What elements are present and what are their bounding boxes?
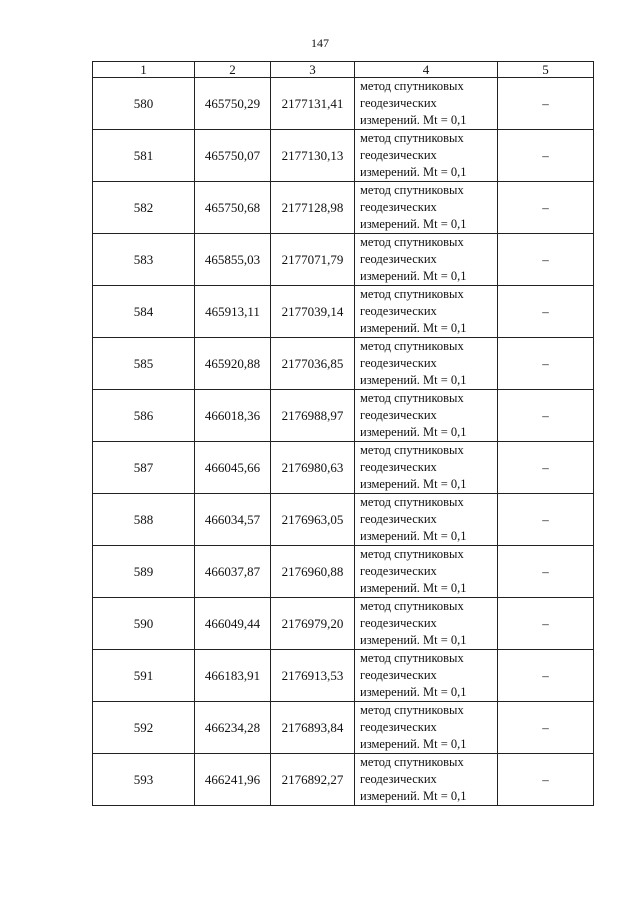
- x-coordinate-cell: 466018,36: [195, 390, 271, 442]
- method-cell: [355, 598, 498, 650]
- point-number-cell: 586: [93, 390, 195, 442]
- y-coordinate-cell: 2176979,20: [271, 598, 355, 650]
- y-coordinate-cell: 2176893,84: [271, 702, 355, 754]
- note-cell: –: [498, 182, 594, 234]
- header-col-3: 3: [271, 62, 355, 78]
- header-col-4: 4: [355, 62, 498, 78]
- x-coordinate-cell: 466034,57: [195, 494, 271, 546]
- method-text-line: измерений. Mt = 0,1: [360, 789, 467, 803]
- method-text-line: измерений. Mt = 0,1: [360, 425, 467, 439]
- y-coordinate-cell: 2176988,97: [271, 390, 355, 442]
- method-text-line: геодезических: [360, 408, 437, 422]
- x-coordinate-cell: 465855,03: [195, 234, 271, 286]
- method-text-line: измерений. Mt = 0,1: [360, 113, 467, 127]
- method-text-line: геодезических: [360, 460, 437, 474]
- method-cell: [355, 546, 498, 598]
- table-row: [93, 546, 594, 598]
- method-text-line: геодезических: [360, 252, 437, 266]
- method-cell: [355, 78, 498, 130]
- method-cell: [355, 442, 498, 494]
- table-row: [93, 130, 594, 182]
- method-text-line: геодезических: [360, 148, 437, 162]
- point-number-cell: 587: [93, 442, 195, 494]
- x-coordinate-cell: 465750,68: [195, 182, 271, 234]
- method-text-line: метод спутниковых: [360, 339, 464, 353]
- method-text-line: измерений. Mt = 0,1: [360, 737, 467, 751]
- coordinates-table: [92, 61, 594, 806]
- note-cell: –: [498, 650, 594, 702]
- point-number-cell: 589: [93, 546, 195, 598]
- method-text-line: геодезических: [360, 356, 437, 370]
- method-text-line: измерений. Mt = 0,1: [360, 581, 467, 595]
- point-number-cell: 583: [93, 234, 195, 286]
- x-coordinate-cell: 466045,66: [195, 442, 271, 494]
- method-text-line: измерений. Mt = 0,1: [360, 217, 467, 231]
- table-row: [93, 494, 594, 546]
- method-text-line: метод спутниковых: [360, 703, 464, 717]
- method-text-line: измерений. Mt = 0,1: [360, 269, 467, 283]
- point-number-cell: 585: [93, 338, 195, 390]
- method-text-line: метод спутниковых: [360, 131, 464, 145]
- method-text-line: геодезических: [360, 564, 437, 578]
- point-number-cell: 588: [93, 494, 195, 546]
- method-text-line: измерений. Mt = 0,1: [360, 633, 467, 647]
- table-row: [93, 78, 594, 130]
- method-text-line: метод спутниковых: [360, 443, 464, 457]
- note-cell: –: [498, 234, 594, 286]
- y-coordinate-cell: 2176892,27: [271, 754, 355, 806]
- y-coordinate-cell: 2177130,13: [271, 130, 355, 182]
- method-text-line: геодезических: [360, 772, 437, 786]
- method-cell: [355, 390, 498, 442]
- method-cell: [355, 234, 498, 286]
- y-coordinate-cell: 2177131,41: [271, 78, 355, 130]
- note-cell: –: [498, 754, 594, 806]
- method-text-line: геодезических: [360, 96, 437, 110]
- x-coordinate-cell: 465750,07: [195, 130, 271, 182]
- method-text-line: метод спутниковых: [360, 183, 464, 197]
- y-coordinate-cell: 2176980,63: [271, 442, 355, 494]
- note-cell: –: [498, 286, 594, 338]
- method-text-line: геодезических: [360, 668, 437, 682]
- note-cell: –: [498, 338, 594, 390]
- x-coordinate-cell: 465920,88: [195, 338, 271, 390]
- note-cell: –: [498, 442, 594, 494]
- note-cell: –: [498, 702, 594, 754]
- page-number: 147: [311, 36, 329, 50]
- table-row: [93, 598, 594, 650]
- note-cell: –: [498, 494, 594, 546]
- method-text-line: метод спутниковых: [360, 495, 464, 509]
- note-cell: –: [498, 130, 594, 182]
- method-text-line: метод спутниковых: [360, 599, 464, 613]
- method-text-line: геодезических: [360, 304, 437, 318]
- method-text-line: геодезических: [360, 512, 437, 526]
- method-cell: [355, 182, 498, 234]
- table-row: [93, 442, 594, 494]
- table-row: [93, 702, 594, 754]
- method-text-line: измерений. Mt = 0,1: [360, 373, 467, 387]
- point-number-cell: 581: [93, 130, 195, 182]
- table-row: [93, 286, 594, 338]
- point-number-cell: 593: [93, 754, 195, 806]
- header-col-1: 1: [93, 62, 195, 78]
- y-coordinate-cell: 2177071,79: [271, 234, 355, 286]
- y-coordinate-cell: 2176913,53: [271, 650, 355, 702]
- method-cell: [355, 702, 498, 754]
- point-number-cell: 590: [93, 598, 195, 650]
- x-coordinate-cell: 466049,44: [195, 598, 271, 650]
- method-cell: [355, 130, 498, 182]
- table-header-row: [93, 62, 594, 78]
- header-col-5: 5: [498, 62, 594, 78]
- method-cell: [355, 650, 498, 702]
- y-coordinate-cell: 2177036,85: [271, 338, 355, 390]
- y-coordinate-cell: 2177128,98: [271, 182, 355, 234]
- table-row: [93, 754, 594, 806]
- note-cell: –: [498, 598, 594, 650]
- method-cell: [355, 754, 498, 806]
- method-text-line: метод спутниковых: [360, 391, 464, 405]
- table-row: [93, 390, 594, 442]
- method-text-line: измерений. Mt = 0,1: [360, 529, 467, 543]
- table-row: [93, 182, 594, 234]
- method-text-line: метод спутниковых: [360, 651, 464, 665]
- method-text-line: метод спутниковых: [360, 547, 464, 561]
- x-coordinate-cell: 466234,28: [195, 702, 271, 754]
- point-number-cell: 584: [93, 286, 195, 338]
- x-coordinate-cell: 466241,96: [195, 754, 271, 806]
- method-text-line: метод спутниковых: [360, 79, 464, 93]
- x-coordinate-cell: 465750,29: [195, 78, 271, 130]
- y-coordinate-cell: 2176960,88: [271, 546, 355, 598]
- method-cell: [355, 286, 498, 338]
- point-number-cell: 580: [93, 78, 195, 130]
- method-text-line: геодезических: [360, 200, 437, 214]
- table-row: [93, 650, 594, 702]
- y-coordinate-cell: 2177039,14: [271, 286, 355, 338]
- method-text-line: метод спутниковых: [360, 755, 464, 769]
- method-cell: [355, 494, 498, 546]
- method-text-line: измерений. Mt = 0,1: [360, 477, 467, 491]
- note-cell: –: [498, 546, 594, 598]
- method-text-line: геодезических: [360, 616, 437, 630]
- y-coordinate-cell: 2176963,05: [271, 494, 355, 546]
- header-col-2: 2: [195, 62, 271, 78]
- note-cell: –: [498, 390, 594, 442]
- table-row: [93, 234, 594, 286]
- method-text-line: метод спутниковых: [360, 235, 464, 249]
- point-number-cell: 582: [93, 182, 195, 234]
- method-text-line: геодезических: [360, 720, 437, 734]
- point-number-cell: 592: [93, 702, 195, 754]
- method-text-line: измерений. Mt = 0,1: [360, 685, 467, 699]
- method-text-line: измерений. Mt = 0,1: [360, 321, 467, 335]
- x-coordinate-cell: 465913,11: [195, 286, 271, 338]
- x-coordinate-cell: 466183,91: [195, 650, 271, 702]
- method-text-line: метод спутниковых: [360, 287, 464, 301]
- method-text-line: измерений. Mt = 0,1: [360, 165, 467, 179]
- x-coordinate-cell: 466037,87: [195, 546, 271, 598]
- table-row: [93, 338, 594, 390]
- method-cell: [355, 338, 498, 390]
- note-cell: –: [498, 78, 594, 130]
- point-number-cell: 591: [93, 650, 195, 702]
